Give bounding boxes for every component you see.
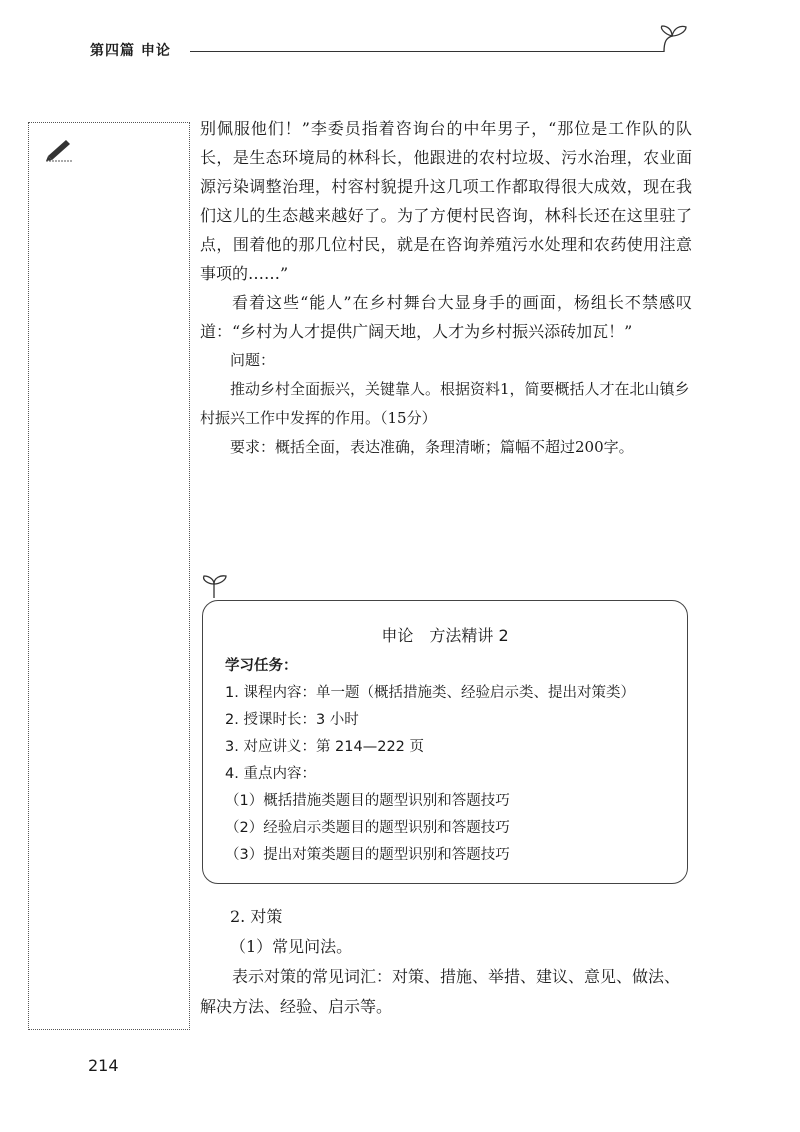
passage-paragraph: 别佩服他们！”李委员指着咨询台的中年男子，“那位是工作队的队长，是生态环境局的林科长，他跟进的农村垃圾、污水治理，农业面源污染调整治理，村容村貌提升这几项工作都取得很大成效，现在我们这儿的生态越来越好了。为了方便村民咨询，林科长还在这里驻了点，围着他的那几位村民，就是在咨询养殖污水处理和农药使用注意事项的……” bbox=[200, 119, 692, 283]
card-heading: 学习任务： bbox=[225, 658, 298, 674]
card-item: 2. 授课时长：3 小时 bbox=[225, 712, 359, 728]
sprout-icon bbox=[656, 24, 690, 54]
card-item: 4. 重点内容： bbox=[225, 766, 316, 782]
countermeasure-section bbox=[200, 902, 692, 1022]
subsection-heading: （1）常见问法。 bbox=[230, 937, 353, 956]
page-header bbox=[90, 36, 690, 66]
card-item: （3）提出对策类题目的题型识别和答题技巧 bbox=[225, 847, 510, 863]
card-item: 1. 课程内容：单一题（概括措施类、经验启示类、提出对策类） bbox=[225, 685, 635, 701]
card-title: 申论 方法精讲 2 bbox=[381, 626, 509, 645]
question-label: 问题： bbox=[230, 351, 276, 369]
question-requirement: 要求：概括全面，表达准确，条理清晰；篇幅不超过200字。 bbox=[230, 438, 634, 456]
section-heading: 2. 对策 bbox=[230, 907, 283, 926]
passage-paragraph: 看着这些“能人”在乡村舞台大显身手的画面，杨组长不禁感叹道：“乡村为人才提供广阔天地，人才为乡村振兴添砖加瓦！” bbox=[200, 293, 692, 341]
section-title: 第四篇 申论 bbox=[90, 43, 171, 59]
passage bbox=[200, 114, 692, 346]
card-item: 3. 对应讲义：第 214—222 页 bbox=[225, 739, 425, 755]
header-rule bbox=[190, 51, 664, 52]
card-item: （1）概括措施类题目的题型识别和答题技巧 bbox=[225, 793, 510, 809]
question-text: 推动乡村全面振兴，关键靠人。根据资料1，简要概括人才在北山镇乡村振兴工作中发挥的作用。（15分） bbox=[200, 380, 690, 427]
sprout-icon bbox=[200, 574, 230, 600]
section-text: 表示对策的常见词汇：对策、措施、举措、建议、意见、做法、解决方法、经验、启示等。 bbox=[200, 967, 681, 1016]
card-item: （2）经验启示类题目的题型识别和答题技巧 bbox=[225, 820, 510, 836]
pen-icon bbox=[44, 136, 74, 162]
page-number: 214 bbox=[88, 1056, 119, 1075]
notes-margin bbox=[28, 122, 190, 1030]
method-card bbox=[202, 600, 688, 884]
